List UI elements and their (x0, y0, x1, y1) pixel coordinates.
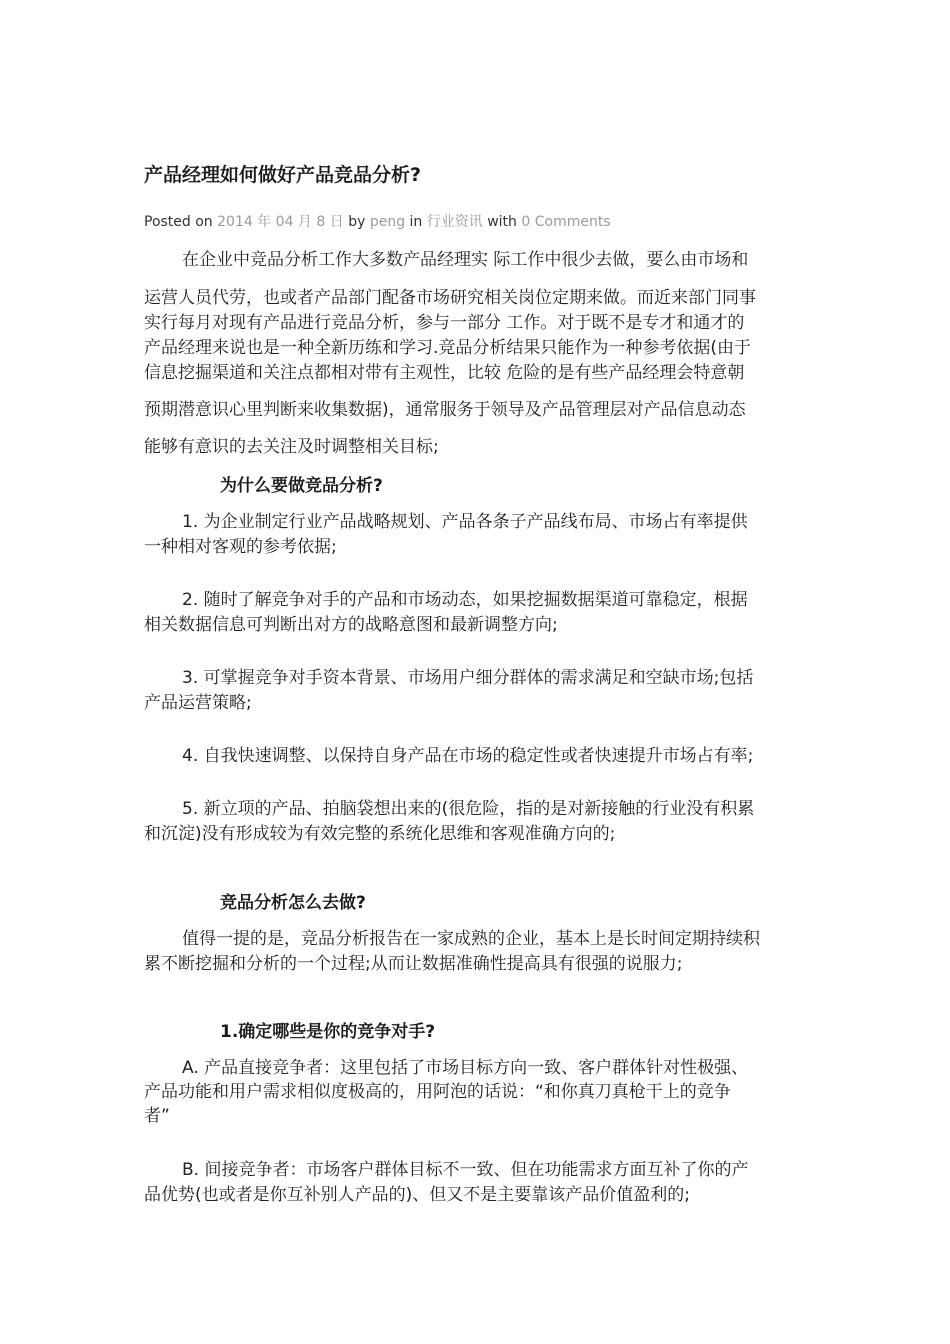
intro-line: 预期潜意识心里判断来收集数据)，通常服务于领导及产品管理层对产品信息动态 (144, 400, 746, 420)
by-label: by (348, 214, 366, 230)
reason-item: 3. 可掌握竞争对手资本背景、市场用户细分群体的需求满足和空缺市场;包括 (182, 668, 754, 688)
reason-item-cont: 和沉淀)没有形成较为有效完整的系统化思维和客观准确方向的; (144, 824, 616, 844)
how-line: 累不断挖掘和分析的一个过程;从而让数据准确性提高具有很强的说服力; (144, 954, 683, 974)
article-title: 产品经理如何做好产品竞品分析? (144, 164, 422, 186)
post-date-link[interactable]: 2014 年 04 月 8 日 (217, 214, 344, 230)
competitor-item-cont: 者” (144, 1106, 170, 1126)
with-label: with (487, 214, 517, 230)
intro-line: 实行每月对现有产品进行竞品分析，参与一部分 工作。对于既不是专才和通才的 (144, 313, 745, 333)
section-heading-how: 竞品分析怎么去做? (220, 893, 366, 913)
intro-line: 在企业中竞品分析工作大多数产品经理实 际工作中很少去做，要么由市场和 (182, 250, 749, 270)
competitor-item: B. 间接竞争者：市场客户群体目标不一致、但在功能需求方面互补了你的产 (182, 1160, 749, 1180)
reason-item-cont: 一种相对客观的参考依据; (144, 537, 337, 557)
reason-item-cont: 相关数据信息可判断出对方的战略意图和最新调整方向; (144, 615, 558, 635)
competitor-item: A. 产品直接竞争者：这里包括了市场目标方向一致、客户群体针对性极强、 (182, 1058, 749, 1078)
competitor-item-cont: 品优势(也或者是你互补别人产品的)、但又不是主要靠该产品价值盈利的; (144, 1185, 690, 1205)
reason-item: 5. 新立项的产品、拍脑袋想出来的(很危险，指的是对新接触的行业没有积累 (182, 799, 755, 819)
comments-link[interactable]: 0 Comments (521, 214, 611, 230)
section-heading-why: 为什么要做竞品分析? (220, 476, 383, 496)
section-heading-step1: 1.确定哪些是你的竞争对手? (220, 1022, 436, 1042)
reason-item: 1. 为企业制定行业产品战略规划、产品各条子产品线布局、市场占有率提供 (182, 512, 748, 532)
intro-line: 产品经理来说也是一种全新历练和学习.竞品分析结果只能作为一种参考依据(由于 (144, 338, 752, 358)
post-meta (144, 211, 611, 231)
category-link[interactable]: 行业资讯 (426, 214, 483, 230)
posted-on-label: Posted on (144, 214, 213, 230)
reason-item-cont: 产品运营策略; (144, 693, 252, 713)
author-link[interactable]: peng (369, 214, 406, 230)
how-line: 值得一提的是，竞品分析报告在一家成熟的企业，基本上是长时间定期持续积 (182, 929, 760, 949)
intro-line: 运营人员代劳，也或者产品部门配备市场研究相关岗位定期来做。而近来部门同事 (144, 288, 756, 308)
intro-line: 信息挖掘渠道和关注点都相对带有主观性，比较 危险的是有些产品经理会特意朝 (144, 363, 745, 383)
competitor-item-cont: 产品功能和用户需求相似度极高的，用阿泡的话说：“和你真刀真枪干上的竞争 (144, 1082, 731, 1102)
in-label: in (409, 214, 423, 230)
intro-line: 能够有意识的去关注及时调整相关目标; (144, 437, 439, 457)
reason-item: 2. 随时了解竞争对手的产品和市场动态，如果挖掘数据渠道可靠稳定，根据 (182, 590, 748, 610)
reason-item: 4. 自我快速调整、以保持自身产品在市场的稳定性或者快速提升市场占有率; (182, 746, 754, 766)
